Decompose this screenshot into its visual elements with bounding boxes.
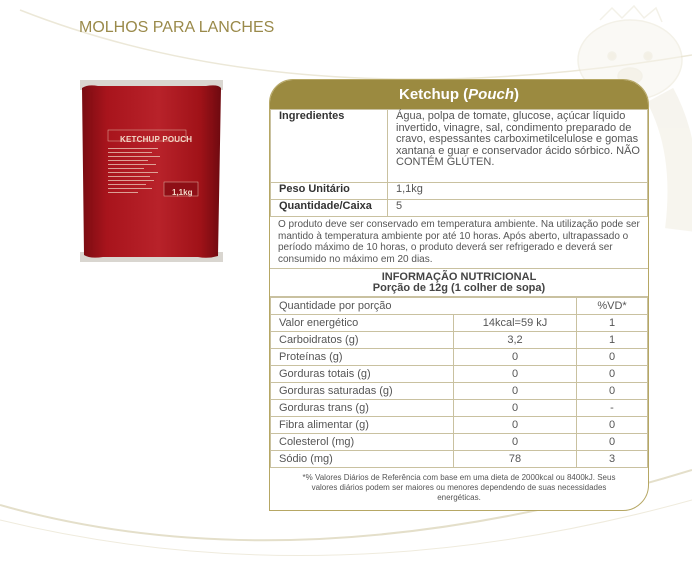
nutrition-row: [271, 434, 648, 451]
nutrient-amount: 0: [454, 366, 577, 383]
nutrient-amount: 14kcal=59 kJ: [454, 315, 577, 332]
nutrient-amount: 0: [454, 349, 577, 366]
nutrition-row: [271, 366, 648, 383]
nutrition-row: [271, 451, 648, 468]
weight-row: [271, 183, 648, 200]
nutrient-vd: 0: [577, 366, 648, 383]
product-info-table: [270, 109, 648, 217]
product-title-close: ): [514, 86, 519, 103]
nutrient-amount: 0: [454, 383, 577, 400]
nutrition-subtitle: Porção de 12g (1 colher de sopa): [372, 282, 546, 294]
nutrient-name: Colesterol (mg): [271, 434, 454, 451]
nutrient-name: Gorduras saturadas (g): [271, 383, 454, 400]
nutrition-row: [271, 383, 648, 400]
nutrient-vd: 0: [577, 349, 648, 366]
pouch-label-title: KETCHUP POUCH: [120, 135, 193, 144]
nutrition-footnote: *% Valores Diários de Referência com base em uma dieta de 2000kcal ou 8400kJ. Seus valores diários podem ser maiores ou menores dependendo de suas necessidades energéticas.: [302, 473, 616, 502]
nutrient-amount: 0: [454, 434, 577, 451]
nutrient-vd: -: [577, 400, 648, 417]
nutrient-amount: 78: [454, 451, 577, 468]
nutrition-row: [271, 315, 648, 332]
nutrient-vd: 0: [577, 417, 648, 434]
pouch-weight-label: 1,1kg: [172, 188, 193, 197]
nutrient-name: Sódio (mg): [271, 451, 454, 468]
nutrition-header-label: Quantidade por porção: [271, 298, 577, 315]
product-card: [269, 79, 649, 511]
qty-value: 5: [388, 200, 648, 217]
nutrient-name: Fibra alimentar (g): [271, 417, 454, 434]
nutrient-amount: 0: [454, 400, 577, 417]
nutrition-row: [271, 332, 648, 349]
ingredients-row: [271, 110, 648, 183]
nutrient-vd: 1: [577, 332, 648, 349]
nutrient-vd: 0: [577, 434, 648, 451]
weight-value: 1,1kg: [388, 183, 648, 200]
nutrient-name: Valor energético: [271, 315, 454, 332]
product-image: [78, 78, 225, 264]
weight-label: Peso Unitário: [271, 183, 388, 200]
nutrient-vd: 1: [577, 315, 648, 332]
nutrient-name: Proteínas (g): [271, 349, 454, 366]
nutrition-row: [271, 349, 648, 366]
nutrition-heading: [270, 269, 648, 297]
nutrient-name: Carboidratos (g): [271, 332, 454, 349]
nutrient-name: Gorduras trans (g): [271, 400, 454, 417]
nutrient-amount: 0: [454, 417, 577, 434]
nutrition-row: [271, 417, 648, 434]
nutrient-vd: 0: [577, 383, 648, 400]
product-title-main: Ketchup (: [398, 86, 469, 103]
ingredients-label: Ingredientes: [271, 110, 388, 183]
qty-label: Quantidade/Caixa: [271, 200, 388, 217]
product-title-em: Pouch: [468, 86, 514, 103]
nutrition-row: [271, 400, 648, 417]
nutrient-amount: 3,2: [454, 332, 577, 349]
qty-row: [271, 200, 648, 217]
storage-note: O produto deve ser conservado em temperatura ambiente. Na utilização pode ser mantido à temperatura ambiente por até 10 horas. Após aberto, ultrapassado o período máximo de 10 horas, o produto deverá ser refrigerado e deverá ser consumido no máximo em 20 dias.: [270, 217, 648, 269]
product-title: [270, 80, 648, 109]
nutrition-table: [270, 297, 648, 468]
section-title: MOLHOS PARA LANCHES: [79, 19, 275, 36]
nutrition-title: INFORMAÇÃO NUTRICIONAL: [381, 271, 537, 283]
pouch-icon: [78, 78, 225, 264]
nutrition-header-row: [271, 298, 648, 315]
nutrient-vd: 3: [577, 451, 648, 468]
nutrition-header-vd: %VD*: [577, 298, 648, 315]
ingredients-value: Água, polpa de tomate, glucose, açúcar líquido invertido, vinagre, sal, condimento preparado de cravo, espessantes carboximetilcelulose e gomas xantana e guar e conservador ácido sórbico. NÃO CONTÉM GLÚTEN.: [388, 110, 648, 183]
nutrient-name: Gorduras totais (g): [271, 366, 454, 383]
